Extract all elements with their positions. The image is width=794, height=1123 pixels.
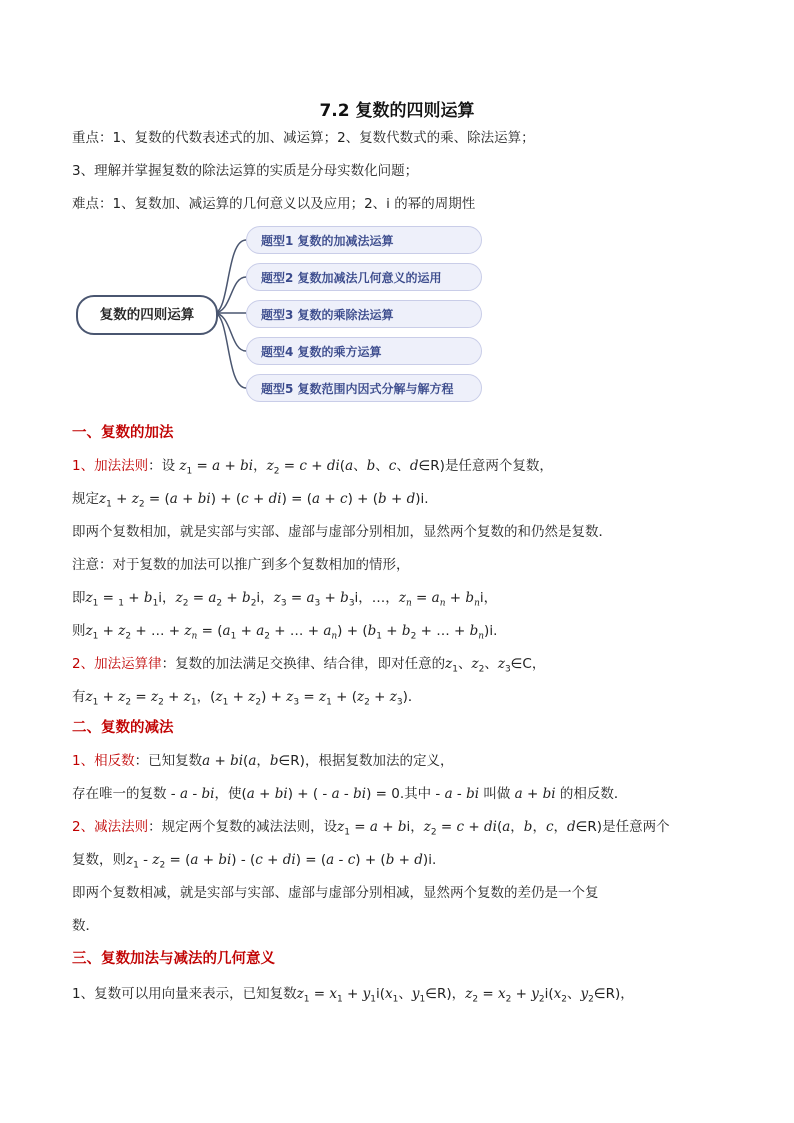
addition-law-line: 2、加法运算律：复数的加法满足交换律、结合律，即对任意的$z_1$、$z_2$、$z_3\in C$， <box>72 656 546 675</box>
mind-map-node-2: 题型2 复数加减法几何意义的运用 <box>246 263 482 291</box>
key-points-line-2: 3、理解并掌握复数的除法运算的实质是分母实数化问题； <box>72 163 419 179</box>
difficult-points-line: 难点：1、复数加、减运算的几何意义以及应用；2、i 的幂的周期性 <box>72 196 476 212</box>
opposite-unique-line: 存在唯一的复数 - a - bi，使(a + bi) + ( - a - bi) = 0.其中 - a - bi 叫做 a + bi 的相反数． <box>72 786 628 802</box>
addition-law-label: 2、加法运算律 <box>72 656 162 672</box>
opposite-number-line: 1、相反数：已知复数a + bi(a，b∈R)，根据复数加法的定义， <box>72 753 454 769</box>
subtraction-rule-label: 2、减法法则 <box>72 819 149 835</box>
addition-rule-line: 1、加法法则：设 $z_1 = a$ + bi，$z_2 = c + di(a$、b、c、d∈R)是任意两个复数， <box>72 458 553 477</box>
subtraction-explanation-line-2: 数． <box>72 918 99 934</box>
addition-note-line: 注意：对于复数的加法可以推广到多个复数相加的情形， <box>72 557 410 573</box>
addition-general-line: 即$z_1 = _1 + b_1i$，$z_2 = a_2 + b_2i$，$z_3 = a_3 + b_3i$，…，$z_n = a_n + b_ni$， <box>72 590 498 609</box>
mind-map-node-1: 题型1 复数的加减法运算 <box>246 226 482 254</box>
mind-map <box>60 220 500 410</box>
addition-explanation-line: 即两个复数相加，就是实部与实部、虚部与虚部分别相加，显然两个复数的和仍然是复数． <box>72 524 612 540</box>
key-points-line: 重点：1、复数的代数表述式的加、减运算；2、复数代数式的乘、除法运算； <box>72 130 535 146</box>
mind-map-node-4: 题型4 复数的乘方运算 <box>246 337 482 365</box>
subtraction-explanation-line: 即两个复数相减，就是实部与实部、虚部与虚部分别相减，显然两个复数的差仍是一个复 <box>72 885 599 901</box>
section-heading-2: 二、复数的减法 <box>72 720 174 736</box>
addition-rule-label: 1、加法法则 <box>72 458 149 474</box>
addition-law-formula-line: 有$z_1 + z_2 = z_2 + z_1$，$(z_1 + z_2) + z_3 = z_1 + (z_2 + z_3)$． <box>72 689 422 708</box>
mind-map-node-5: 题型5 复数范围内因式分解与解方程 <box>246 374 482 402</box>
vector-representation-line: 1、复数可以用向量来表示，已知复数$z_1 = x_1 + y_1i(x_1$、$y_1\in R$)，$z_2 = x_2 + y_2i(x_2$、$y_2\in R$)， <box>72 986 634 1005</box>
subtraction-formula-line: 复数，则$z_1 - z_2 = (a + bi) - (c + di) = (a - c) + (b + d)i$. <box>72 852 437 871</box>
page-title: 7.2 复数的四则运算 <box>319 101 475 121</box>
subtraction-rule-line: 2、减法法则：规定两个复数的减法法则，设$z_1 = a$ + bi，$z_2 = c + di(a$，b，c，d∈R)是任意两个 <box>72 819 670 838</box>
section-heading-3: 三、复数加法与减法的几何意义 <box>72 951 275 967</box>
addition-definition-line: 规定$z_1 + z_2 = (a + bi) + (c + di) = (a + c) + (b + d)i$. <box>72 491 429 510</box>
mind-map-root: 复数的四则运算 <box>76 295 218 335</box>
addition-sum-line: 则$z_1 + z_2$ + … + $z_n = (a_1 + a_2$ + … + $a_n) + (b_1 + b_2$ + … + $b_n)i$. <box>72 623 498 642</box>
section-heading-1: 一、复数的加法 <box>72 425 174 441</box>
opposite-number-label: 1、相反数 <box>72 753 135 769</box>
mind-map-node-3: 题型3 复数的乘除法运算 <box>246 300 482 328</box>
